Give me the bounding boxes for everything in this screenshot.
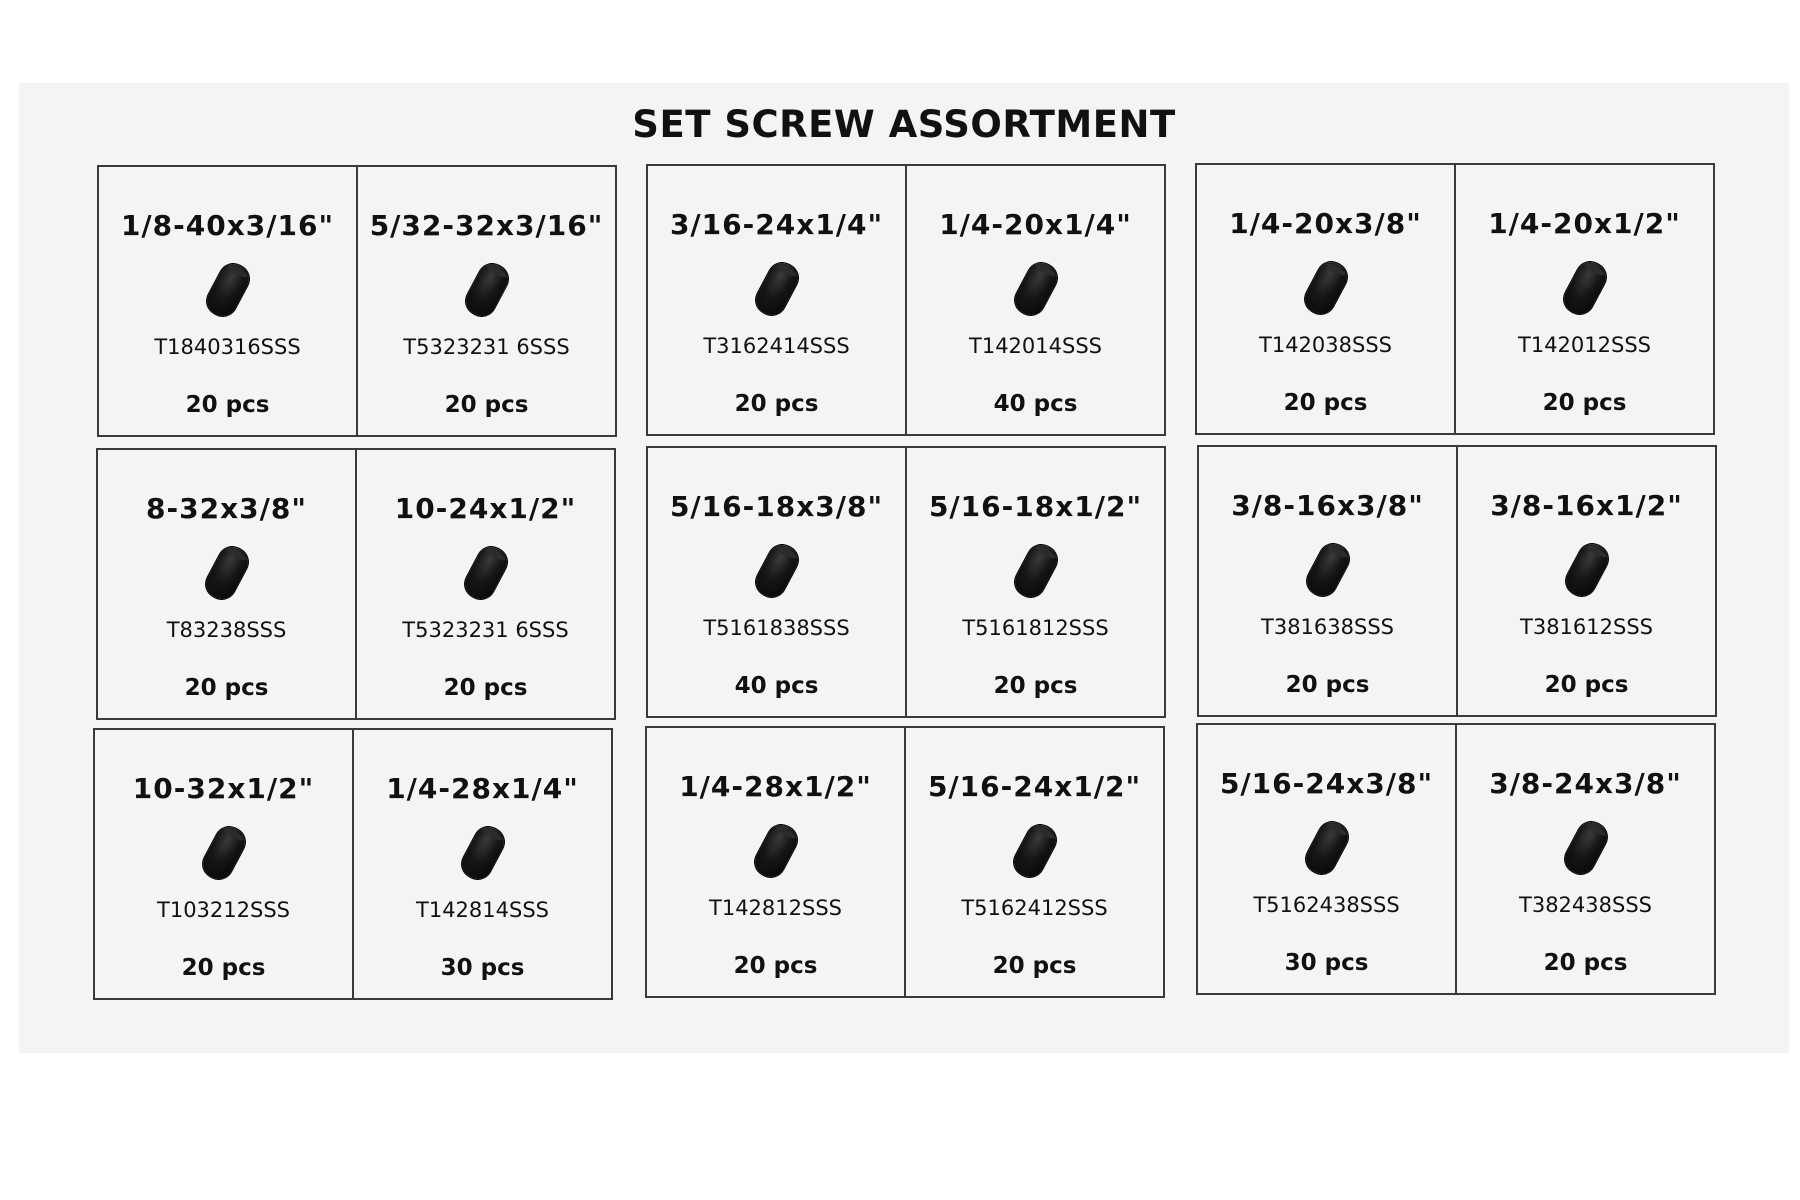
quantity: 20 pcs xyxy=(444,392,529,418)
compartment xyxy=(98,450,355,718)
part-number: T5161812SSS xyxy=(962,616,1109,640)
compartment-group xyxy=(1197,445,1717,717)
compartment xyxy=(647,728,904,996)
set-screw-icon xyxy=(201,542,253,604)
part-number: T3162414SSS xyxy=(703,334,850,358)
set-screw-icon xyxy=(751,540,803,602)
part-number: T1840316SSS xyxy=(154,335,301,359)
screw-size: 10-32x1/2" xyxy=(132,772,315,805)
compartment-group xyxy=(93,728,613,1000)
part-number: T381612SSS xyxy=(1520,615,1653,639)
screw-size: 3/8-24x3/8" xyxy=(1489,767,1682,800)
part-number: T142038SSS xyxy=(1259,333,1392,357)
compartment xyxy=(1456,447,1715,715)
quantity: 20 pcs xyxy=(1285,672,1370,698)
part-number: T5323231 6SSS xyxy=(403,335,570,359)
compartment xyxy=(904,728,1163,996)
quantity: 30 pcs xyxy=(440,955,525,981)
set-screw-icon xyxy=(1009,820,1061,882)
compartment xyxy=(99,167,356,435)
compartment-group xyxy=(1195,163,1715,435)
quantity: 20 pcs xyxy=(992,953,1077,979)
set-screw-icon xyxy=(1302,539,1354,601)
screw-size: 1/4-28x1/2" xyxy=(679,770,872,803)
compartment xyxy=(355,450,614,718)
quantity: 20 pcs xyxy=(185,392,270,418)
screw-size: 1/4-28x1/4" xyxy=(386,772,579,805)
set-screw-icon xyxy=(457,822,509,884)
quantity: 20 pcs xyxy=(181,955,266,981)
screw-size: 1/4-20x3/8" xyxy=(1229,207,1422,240)
compartment-group xyxy=(645,726,1165,998)
part-number: T381638SSS xyxy=(1261,615,1394,639)
part-number: T142014SSS xyxy=(969,334,1102,358)
compartment xyxy=(1199,447,1456,715)
quantity: 20 pcs xyxy=(184,675,269,701)
compartment xyxy=(356,167,615,435)
screw-size: 3/16-24x1/4" xyxy=(669,208,884,241)
compartment xyxy=(648,448,905,716)
compartment xyxy=(1197,165,1454,433)
set-screw-icon xyxy=(1561,539,1613,601)
screw-size: 1/4-20x1/4" xyxy=(939,208,1132,241)
set-screw-icon xyxy=(1010,258,1062,320)
part-number: T142812SSS xyxy=(709,896,842,920)
compartment xyxy=(95,730,352,998)
compartment-group xyxy=(97,165,617,437)
compartment-group xyxy=(1196,723,1716,995)
part-number: T5161838SSS xyxy=(703,616,850,640)
compartment-group xyxy=(96,448,616,720)
part-number: T83238SSS xyxy=(166,618,287,642)
part-number: T5162412SSS xyxy=(961,896,1108,920)
compartment xyxy=(352,730,611,998)
set-screw-icon xyxy=(1559,257,1611,319)
screw-size: 5/16-24x1/2" xyxy=(927,770,1142,803)
screw-size: 1/8-40x3/16" xyxy=(120,209,335,242)
part-number: T142012SSS xyxy=(1518,333,1651,357)
compartment xyxy=(1455,725,1714,993)
part-number: T103212SSS xyxy=(157,898,290,922)
set-screw-icon xyxy=(1300,257,1352,319)
compartment-group xyxy=(646,446,1166,718)
compartment-group xyxy=(646,164,1166,436)
screw-size: 10-24x1/2" xyxy=(394,492,577,525)
screw-size: 5/16-24x3/8" xyxy=(1219,767,1434,800)
set-screw-icon xyxy=(460,542,512,604)
screw-size: 3/8-16x1/2" xyxy=(1490,489,1683,522)
quantity: 20 pcs xyxy=(1544,672,1629,698)
set-screw-icon xyxy=(750,820,802,882)
set-screw-icon xyxy=(751,258,803,320)
set-screw-icon xyxy=(202,259,254,321)
quantity: 40 pcs xyxy=(734,673,819,699)
set-screw-icon xyxy=(1560,817,1612,879)
quantity: 20 pcs xyxy=(1543,950,1628,976)
screw-size: 3/8-16x3/8" xyxy=(1231,489,1424,522)
screw-size: 5/16-18x1/2" xyxy=(928,490,1143,523)
screw-size: 5/32-32x3/16" xyxy=(369,209,604,242)
quantity: 20 pcs xyxy=(993,673,1078,699)
quantity: 20 pcs xyxy=(1283,390,1368,416)
part-number: T382438SSS xyxy=(1519,893,1652,917)
quantity: 20 pcs xyxy=(443,675,528,701)
compartment xyxy=(905,166,1164,434)
quantity: 20 pcs xyxy=(1542,390,1627,416)
set-screw-icon xyxy=(198,822,250,884)
part-number: T5323231 6SSS xyxy=(402,618,569,642)
screw-size: 5/16-18x3/8" xyxy=(669,490,884,523)
quantity: 20 pcs xyxy=(734,391,819,417)
compartment xyxy=(1198,725,1455,993)
part-number: T5162438SSS xyxy=(1253,893,1400,917)
compartment xyxy=(648,166,905,434)
set-screw-icon xyxy=(1010,540,1062,602)
compartment xyxy=(905,448,1164,716)
assortment-card xyxy=(19,83,1789,1053)
part-number: T142814SSS xyxy=(416,898,549,922)
compartment xyxy=(1454,165,1713,433)
screw-size: 8-32x3/8" xyxy=(146,492,307,525)
quantity: 30 pcs xyxy=(1284,950,1369,976)
set-screw-icon xyxy=(1301,817,1353,879)
quantity: 20 pcs xyxy=(733,953,818,979)
set-screw-icon xyxy=(461,259,513,321)
screw-size: 1/4-20x1/2" xyxy=(1488,207,1681,240)
quantity: 40 pcs xyxy=(993,391,1078,417)
page-title: SET SCREW ASSORTMENT xyxy=(632,103,1176,146)
